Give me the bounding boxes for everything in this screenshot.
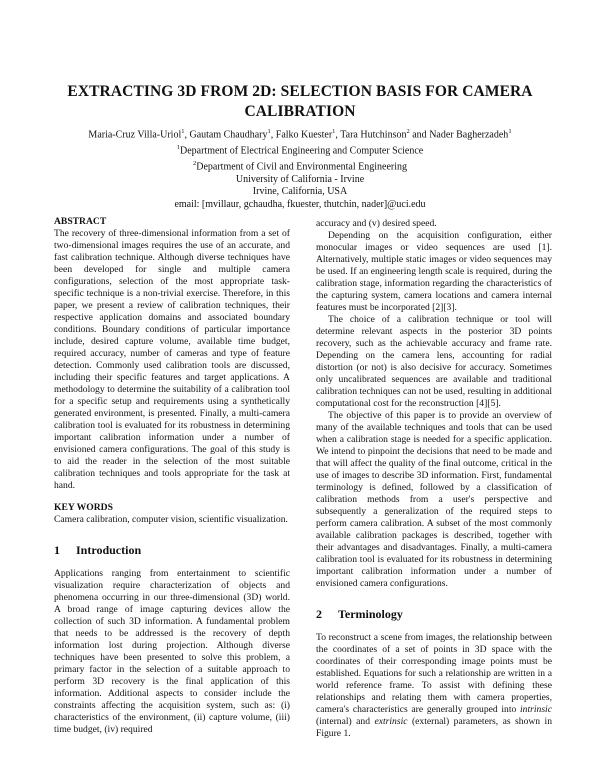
university: University of California - Irvine xyxy=(235,173,365,185)
paragraph: The objective of this paper is to provide an overview of many of the available techniques and tools that can be used when a calibration stage is needed for a specific application. We intend to pinpoint the decisions that need to be made and that will affect the quality of the final outcome, critical in the use of images to describe 3D information. First, fundamental terminology is defined, followed by a classification of calibration methods from a user's perspective and subsequently a generalization of the required steps to perform camera calibration. A subset of the most commonly available calibration packages is described, together with their advantages and disadvantages. Finally, a multi-camera calibration tool is evaluated for its robustness in determining important calibration information under a number of envisioned camera configurations. xyxy=(316,410,552,589)
paragraph-continuation: accuracy and (v) desired speed. xyxy=(316,218,437,229)
affiliation-2: $^2$Department of Civil and Environmental Engineering xyxy=(192,159,408,173)
right-column xyxy=(316,218,552,740)
section-heading-terminology: 2 Terminology xyxy=(316,607,403,621)
abstract-heading: ABSTRACT xyxy=(54,216,107,227)
location: Irvine, California, USA xyxy=(252,186,348,198)
author-list: Maria-Cruz Villa-Uriol$^1$, Gautam Chaudhary$^1$, Falko Kuester$^1$, Tara Hutchinson$^2$ and Nader Bagherzadeh$^1$ xyxy=(88,128,512,141)
author-name: Nader Bagherzadeh xyxy=(429,129,509,141)
affiliation-1: $^1$Department of Electrical Engineering and Computer Science xyxy=(176,143,424,157)
left-column xyxy=(54,216,290,736)
author-name: Tara Hutchinson xyxy=(340,129,407,141)
author-block xyxy=(40,126,560,212)
author-name: Falko Kuester xyxy=(275,129,333,141)
abstract-text: The recovery of three-dimensional information from a set of two-dimensional images requires the use of an accurate, and fast calibration technique. Although diverse techniques have been developed for single and multiple camera configurations, selection of the most appropriate task-specific technique is a non-trivial exercise. Therefore, in this paper, we present a review of calibration techniques, their respective application domains and associated boundary conditions. Boundary conditions of particular importance include, desired capture volume, available time budget, required accuracy, number of cameras and type of feature detection. Commonly used calibration tools are discussed, including their specific features and target applications. A methodology to determine the suitability of a calibration tool for a specific setup and requirements using a synthetically generated environment, is presented. Finally, a multi-camera calibration tool is evaluated for its robustness in determining important calibration information under a number of envisioned camera configurations. The goal of this study is to aid the reader in the selection of the most suitable calibration techniques and tools appropriate for the task at hand. xyxy=(54,228,290,491)
keywords-text: Camera calibration, computer vision, scientific visualization. xyxy=(54,514,288,525)
terminology-text: To reconstruct a scene from images, the relationship between the coordinates of a set of points in 3D space with the coordinates of their corresponding image points must be established. Equations for such a relationship are written in a world reference frame. To assist with defining these relationships and relating them with camera properties, camera's characteristics are generally grouped into intrinsic (internal) and extrinsic (external) parameters, as shown in Figure 1. xyxy=(316,632,552,739)
author-name: Gautam Chaudhary xyxy=(189,129,268,141)
email: email: [mvillaur, gchaudha, fkuester, thutchin, nader]@uci.edu xyxy=(174,198,426,210)
keywords-heading: KEY WORDS xyxy=(54,502,113,513)
author-name: Maria-Cruz Villa-Uriol xyxy=(88,129,182,141)
section-heading-introduction: 1 Introduction xyxy=(54,543,142,557)
paragraph: Depending on the acquisition configuration, either monocular images or video sequences are used [1]. Alternatively, multiple static images or video sequences may be used. If an engineering length scale is required, during the calibration stage, information regarding the characteristics of the capturing system, camera locations and camera internal features must be incorporated [2][3]. xyxy=(316,230,552,313)
paragraph: The choice of a calibration technique or tool will determine relevant aspects in the posterior 3D points recovery, such as the achievable accuracy and frame rate. Depending on the camera lens, accounting for radial distortion (or not) is also decisive for accuracy. Sometimes only uncalibrated sequences are available and traditional calibration techniques can not be used, resulting in additional computational cost for the reconstruction [4][5]. xyxy=(316,314,552,409)
paper-title: EXTRACTING 3D FROM 2D: SELECTION BASIS FOR CAMERA CALIBRATION xyxy=(67,83,533,120)
introduction-text: Applications ranging from entertainment to scientific visualization require characterization of objects and phenomena occurring in our three-dimensional (3D) world. A broad range of image capturing devices allow the collection of such 3D information. A fundamental problem that needs to be addressed is the recovery of depth information lost during projection. Although diverse techniques have been presented to solve this problem, a primary factor in the selection of a suitable approach to perform 3D recovery is the final application of this information. Additional aspects to consider include the constraints affecting the acquisition system, such as: (i) characteristics of the environment, (ii) capture volume, (iii) time budget, (iv) required xyxy=(54,568,290,735)
